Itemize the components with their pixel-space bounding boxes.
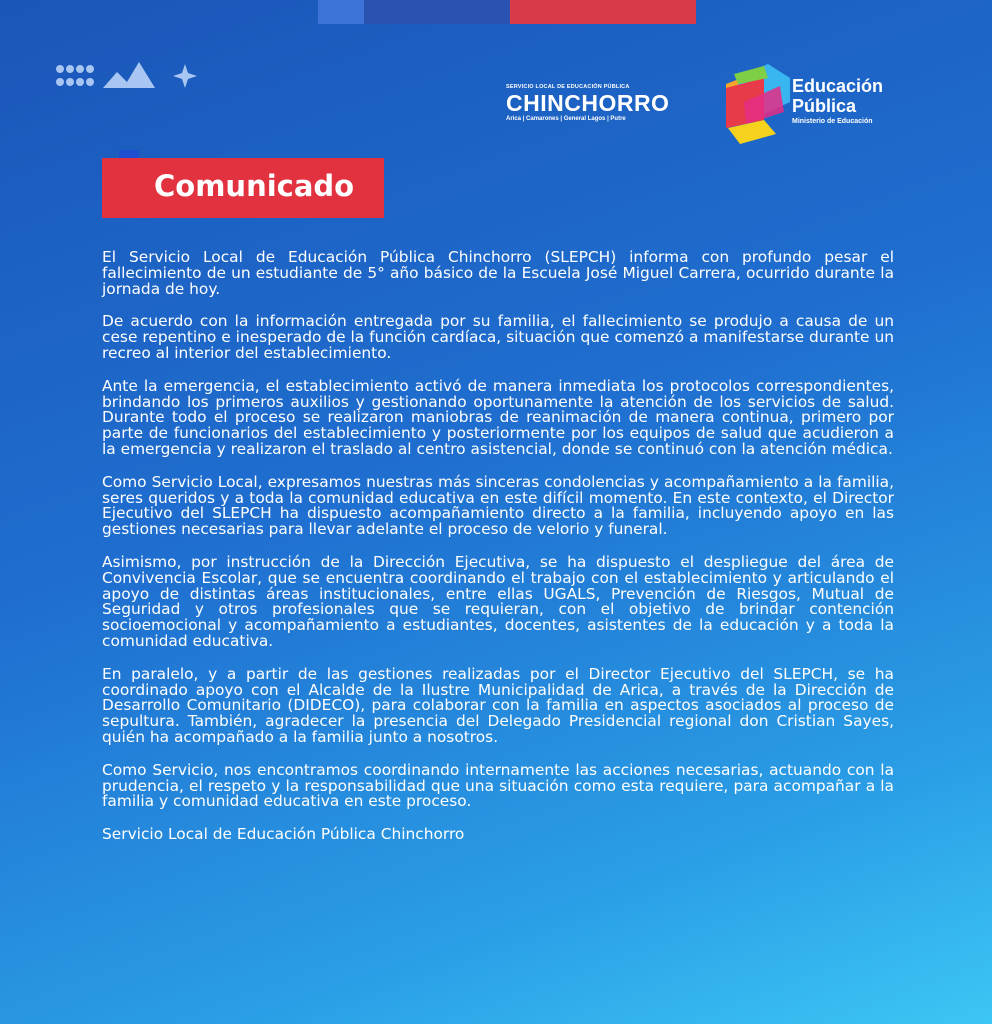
educacion-publica-logo-icon (724, 62, 790, 146)
paragraph: En paralelo, y a partir de las gestiones realizadas por el Director Ejecutivo del SLEPCH, se ha coordinado apoyo con el Alcalde de la Ilustre Municipalidad de Arica, a través de la Dirección de Desarrollo Comunitario (DIDECO), para colaborar con la familia en aspectos asociados al proceso de sepultura. También, agradecer la presencia del Delegado Presidencial regional don Cristian Sayes, quién ha acompañado a la familia junto a nosotros. (102, 664, 894, 746)
top-color-bar-light (318, 0, 364, 24)
statement-body (102, 250, 894, 843)
publica-line: Pública (792, 96, 857, 116)
top-color-bar-red (510, 0, 696, 24)
chinchorro-service-label: SERVICIO LOCAL DE EDUCACIÓN PÚBLICA (506, 84, 630, 90)
paragraph: Ante la emergencia, el establecimiento activó de manera inmediata los protocolos correspondientes, brindando los primeros auxilios y gestionando oportunamente la atención de los servicios de salud. Durante todo el proceso se realizaron maniobras de reanimación de manera continua, primero por parte de funcionarios del establecimiento y posteriormente por los equipos de salud que acudieron a la emergencia y realizaron el traslado al centro asistencial, donde se continuó con la atención médica. (102, 376, 894, 458)
signature: Servicio Local de Educación Pública Chinchorro (102, 825, 465, 844)
top-color-bar-blue (364, 0, 510, 24)
paragraph: Asimismo, por instrucción de la Dirección Ejecutiva, se ha dispuesto el despliegue del área de Convivencia Escolar, que se encuentra coordinando el trabajo con el establecimiento y articulando el apoyo de distintas áreas institucionales, entre ellas UGALS, Prevención de Riesgos, Mutual de Seguridad y otros profesionales que se requieran, con el objetivo de brindar contención socioemocional y acompañamiento a estudiantes, docentes, asistentes de la educación y a toda la comunidad educativa. (102, 552, 894, 650)
chinchorro-communes: Arica | Camarones | General Lagos | Putre (506, 116, 626, 122)
paragraph: Como Servicio Local, expresamos nuestras más sinceras condolencias y acompañamiento a la familia, seres queridos y a toda la comunidad educativa en este difícil momento. En este contexto, el Director Ejecutivo del SLEPCH ha dispuesto acompañamiento directo a la familia, incluyendo apoyo en las gestiones necesarias para llevar adelante el proceso de velorio y funeral. (102, 472, 894, 539)
ministerio-line: Ministerio de Educación (792, 118, 873, 125)
educacion-line: Educación (792, 76, 884, 96)
banner-title: Comunicado (154, 169, 355, 203)
paragraph: Como Servicio, nos encontramos coordinando internamente las acciones necesarias, actuando con la prudencia, el respeto y la responsabilidad que una situación como esta requiere, para acompañar a la familia y comunidad educativa en este proceso. (102, 760, 894, 811)
paragraph: El Servicio Local de Educación Pública Chinchorro (SLEPCH) informa con profundo pesar el fallecimiento de un estudiante de 5° año básico de la Escuela José Miguel Carrera, ocurrido durante la jornada de hoy. (102, 248, 894, 298)
chinchorro-name: CHINCHORRO (506, 90, 670, 116)
paragraph: De acuerdo con la información entregada por su familia, el fallecimiento se produjo a causa de un cese repentino e inesperado de la función cardíaca, situación que comenzó a manifestarse durante un recreo al interior del establecimiento. (102, 312, 894, 362)
dots-mountains-star-icon (55, 60, 205, 92)
educacion-publica-logo-text (792, 76, 883, 125)
chinchorro-logo (506, 84, 696, 122)
